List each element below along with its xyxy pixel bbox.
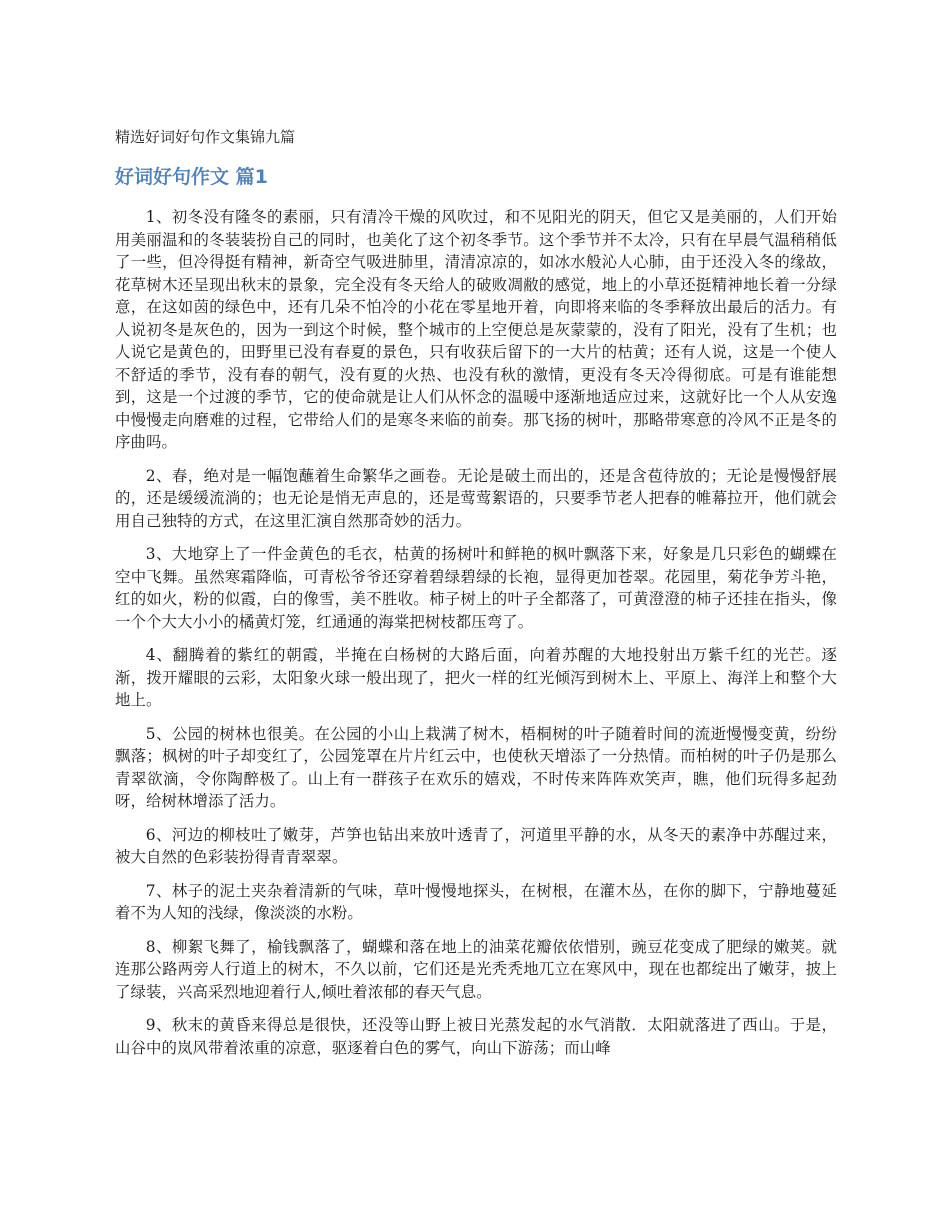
paragraph-4: 4、翻腾着的紫红的朝霞，半掩在白杨树的大路后面，向着苏醒的大地投射出万紫千红的光芒。逐渐，拨开耀眼的云彩，太阳象火球一般出现了，把火一样的红光倾泻到树木上、平原上、海洋上和整个大地上。: [115, 646, 837, 709]
document-body: [115, 206, 837, 1070]
paragraph-8: 8、柳絮飞舞了，榆钱飘落了，蝴蝶和落在地上的油菜花瓣依依惜别，豌豆花变成了肥绿的嫩荚。就连那公路两旁人行道上的树木，不久以前，它们还是光秃秃地兀立在寒风中，现在也都绽出了嫩芽，披上了绿装，兴高采烈地迎着行人,倾吐着浓郁的春天气息。: [115, 937, 837, 1001]
paragraph-2: 2、春，绝对是一幅饱蘸着生命繁华之画卷。无论是破土而出的，还是含苞待放的；无论是慢慢舒展的，还是缓缓流淌的；也无论是悄无声息的，还是莺莺絮语的，只要季节老人把春的帷幕拉开，他们就会用自己独特的方式，在这里汇演自然那奇妙的活力。: [115, 466, 837, 530]
section-heading: 好词好句作文 篇1: [115, 166, 268, 188]
paragraph-6: 6、河边的柳枝吐了嫩芽，芦笋也钻出来放叶透青了，河道里平静的水，从冬天的素净中苏醒过来，被大自然的色彩装扮得青青翠翠。: [115, 825, 837, 866]
paragraph-5: 5、公园的树林也很美。在公园的小山上栽满了树木，梧桐树的叶子随着时间的流逝慢慢变黄，纷纷飘落；枫树的叶子却变红了，公园笼罩在片片红云中，也使秋天增添了一分热情。而柏树的叶子仍是那么青翠欲滴，令你陶醉极了。山上有一群孩子在欢乐的嬉戏，不时传来阵阵欢笑声，瞧，他们玩得多起劲呀，给树林增添了活力。: [115, 724, 837, 810]
document-title: 精选好词好句作文集锦九篇: [115, 128, 296, 146]
paragraph-9: 9、秋末的黄昏来得总是很快，还没等山野上被日光蒸发起的水气消散．太阳就落进了西山。于是，山谷中的岚风带着浓重的凉意，驱逐着白色的雾气，向山下游荡；而山峰: [115, 1016, 837, 1057]
paragraph-1: 1、初冬没有隆冬的素丽，只有清冷干燥的风吹过，和不见阳光的阴天，但它又是美丽的，人们开始用美丽温和的冬装装扮自己的同时，也美化了这个初冬季节。这个季节并不太冷，只有在早晨气温稍稍低了一些，但冷得挺有精神，新奇空气吸进肺里，清清凉凉的，如冰水般沁人心肺，由于还没入冬的缘故，花草树木还呈现出秋末的景象，完全没有冬天给人的破败凋敝的感觉，地上的小草还挺精神地长着一分绿意，在这如茵的绿色中，还有几朵不怕冷的小花在零星地开着，向即将来临的冬季释放出最后的活力。有人说初冬是灰色的，因为一到这个时候，整个城市的上空便总是灰蒙蒙的，没有了阳光，没有了生机；也人说它是黄色的，田野里已没有春夏的景色，只有收获后留下的一大片的枯黄；还有人说，这是一个使人不舒适的季节，没有春的朝气，没有夏的火热、也没有秋的激情，更没有冬天冷得彻底。可是有谁能想到，这是一个过渡的季节，它的使命就是让人们从怀念的温暖中逐渐地适应过来，这就好比一个人从安逸中慢慢走向磨难的过程，它带给人们的是寒冬来临的前奏。那飞扬的树叶，那略带寒意的冷风不正是冬的序曲吗。: [115, 208, 837, 451]
paragraph-3: 3、大地穿上了一件金黄色的毛衣，枯黄的扬树叶和鲜艳的枫叶飘落下来，好象是几只彩色的蝴蝶在空中飞舞。虽然寒霜降临，可青松爷爷还穿着碧绿碧绿的长袍，显得更加苍翠。花园里，菊花争芳斗艳，红的如火，粉的似霞，白的像雪，美不胜收。柿子树上的叶子全都落了，可黄澄澄的柿子还挂在指头，像一个个大大小小的橘黄灯笼，红通通的海棠把树枝都压弯了。: [115, 545, 837, 631]
paragraph-7: 7、林子的泥土夹杂着清新的气味，草叶慢慢地探头，在树根，在灌木丛，在你的脚下，宁静地蔓延着不为人知的浅绿，像淡淡的水粉。: [115, 881, 837, 922]
